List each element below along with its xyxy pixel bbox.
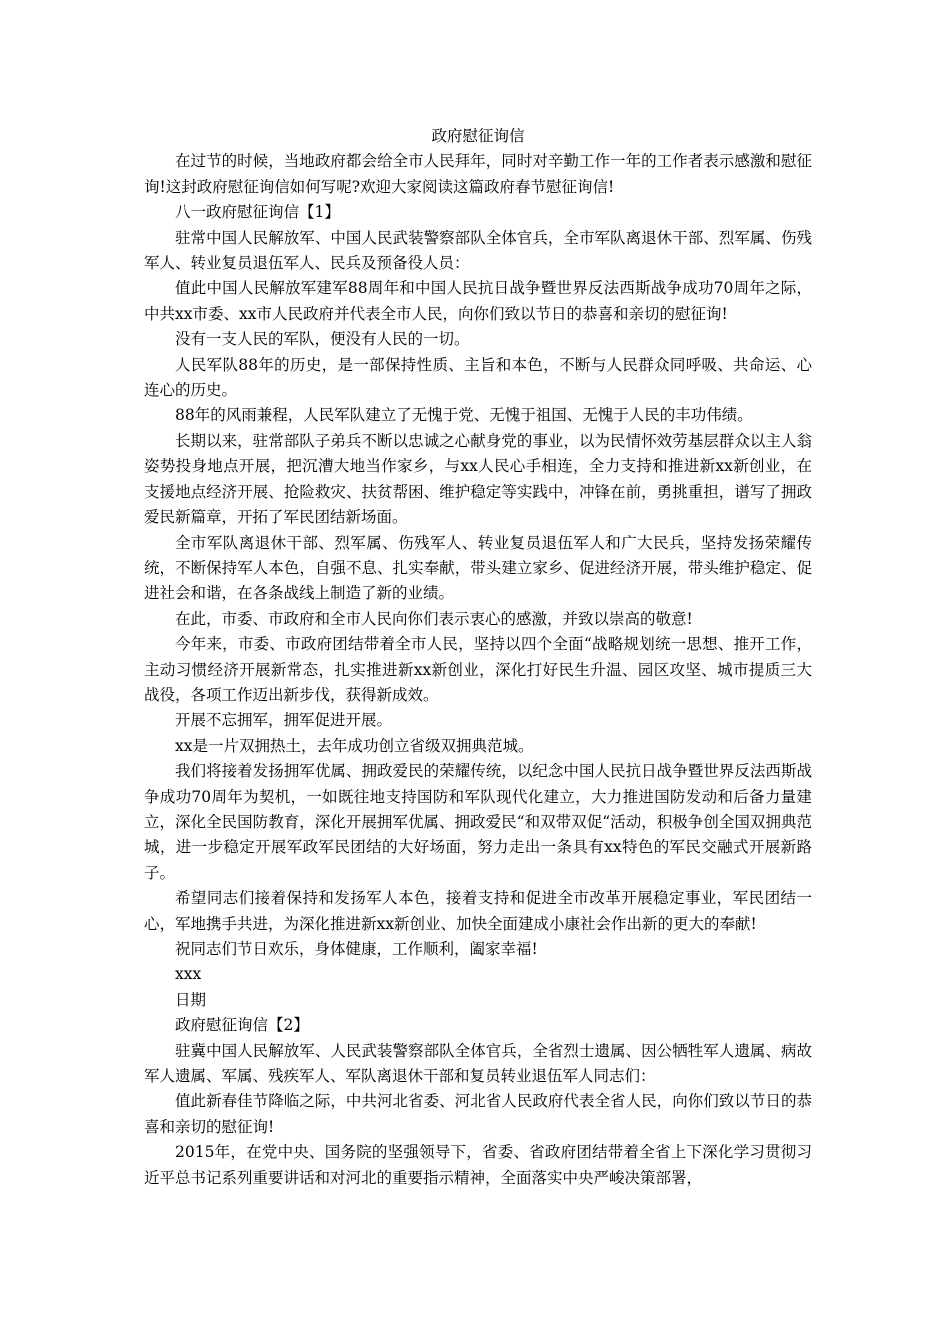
- paragraph: 祝同志们节日欢乐，身体健康，工作顺利，阖家幸福!: [175, 940, 538, 958]
- paragraph: 今年来，市委、市政府团结带着全市人民，坚持以四个全面“战略规划统一思想、推开工作，主动习惯经济开展新常态，扎实推进新xx新创业，深化打好民生升温、园区攻坚、城市提质三大战役，各项工作迈出新步伐，获得新成效。: [144, 635, 812, 704]
- paragraph: 88年的风雨兼程，人民军队建立了无愧于党、无愧于祖国、无愧于人民的丰功伟绩。: [175, 406, 753, 425]
- paragraph: 驻常中国人民解放军、中国人民武装警察部队全体官兵，全市军队离退休干部、烈军属、伤残军人、转业复员退伍军人、民兵及预备役人员：: [144, 228, 812, 273]
- signature-name: xxx: [175, 965, 202, 984]
- paragraph: 长期以来，驻常部队子弟兵不断以忠诚之心献身党的事业，以为民情怀效劳基层群众以主人翁姿势投身地点开展，把沉漕大地当作家乡，与xx人民心手相连，全力支持和推进新xx新创业，在支援地点经济开展、抢险救灾、扶贫帮困、维护稳定等实践中，冲锋在前，勇挑重担，谱写了拥政爱民新篇章，开拓了军民团结新场面。: [144, 431, 812, 527]
- paragraph: 在此，市委、市政府和全市人民向你们表示衷心的感激，并致以崇高的敬意!: [175, 609, 693, 628]
- paragraph: 没有一支人民的军队，便没有人民的一切。: [175, 330, 470, 349]
- paragraph: 开展不忘拥军，拥军促进开展。: [175, 711, 393, 730]
- paragraph: 全市军队离退休干部、烈军属、伤残军人、转业复员退伍军人和广大民兵，坚持发扬荣耀传统，不断保持军人本色，自强不息、扎实奉献，带头建立家乡、促进经济开展，带头维护稳定、促进社会和谐，在各条战线上制造了新的业绩。: [144, 533, 812, 603]
- paragraph: 希望同志们接着保持和发扬军人本色，接着支持和促进全市改革开展稳定事业，军民团结一心，军地携手共进，为深化推进新xx新创业、加快全面建成小康社会作出新的更大的奉献!: [144, 889, 812, 933]
- paragraph: 我们将接着发扬拥军优属、拥政爱民的荣耀传统，以纪念中国人民抗日战争暨世界反法西斯战争成功70周年为契机，一如既往地支持国防和军队现代化建立，大力推进国防发动和后备力量建立，深化全民国防教育，深化开展拥军优属、拥政爱民“和双带双促“活动，积极争创全国双拥典范城，进一步稳定开展军政军民团结的大好场面，努力走出一条具有xx特色的军民交融式开展新路子。: [144, 762, 812, 882]
- paragraph: 在过节的时候，当地政府都会给全市人民拜年，同时对辛勤工作一年的工作者表示感激和慰征询!这封政府慰征询信如何写呢?欢迎大家阅读这篇政府春节慰征询信!: [144, 152, 812, 196]
- section-heading-1: 八一政府慰征询信【1】: [175, 203, 340, 222]
- document-body: [144, 124, 812, 1191]
- paragraph: 2015年，在党中央、国务院的坚强领导下，省委、省政府团结带着全省上下深化学习贯彻习近平总书记系列重要讲话和对河北的重要指示精神，全面落实中央严峻决策部署，: [144, 1143, 812, 1187]
- section-heading-2: 政府慰征询信【2】: [175, 1016, 309, 1035]
- signature-date: 日期: [175, 990, 207, 1009]
- document-title: 政府慰征询信: [431, 127, 525, 145]
- paragraph: 驻冀中国人民解放军、人民武装警察部队全体官兵，全省烈士遗属、因公牺牲军人遗属、病故军人遗属、军属、残疾军人、军队离退休干部和复员转业退伍军人同志们：: [144, 1041, 812, 1086]
- paragraph: 值此中国人民解放军建军88周年和中国人民抗日战争暨世界反法西斯战争成功70周年之际，中共xx市委、xx市人民政府并代表全市人民，向你们致以节日的恭喜和亲切的慰征询!: [144, 279, 812, 323]
- paragraph: xx是一片双拥热土，去年成功创立省级双拥典范城。: [175, 736, 534, 755]
- paragraph: 值此新春佳节降临之际，中共河北省委、河北省人民政府代表全省人民，向你们致以节日的恭喜和亲切的慰征询!: [144, 1092, 812, 1136]
- paragraph: 人民军队88年的历史，是一部保持性质、主旨和本色，不断与人民群众同呼吸、共命运、心连心的历史。: [144, 355, 812, 400]
